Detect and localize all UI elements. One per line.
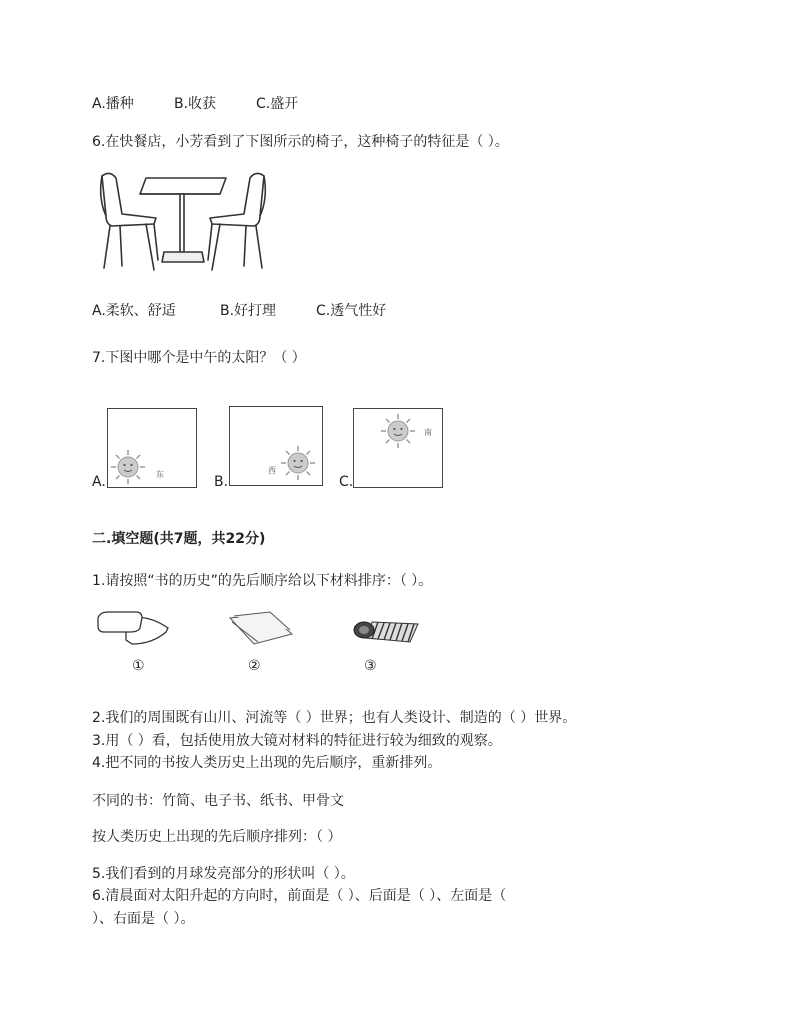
q5-option-a: A.播种 [92, 96, 134, 112]
sun-icon [380, 413, 416, 449]
q6-option-a: A.柔软、舒适 [92, 303, 176, 319]
q5-option-c: C.盛开 [256, 96, 299, 112]
fill-q2: 2.我们的周围既有山川、河流等（ ）世界；也有人类设计、制造的（ ）世界。 [92, 710, 577, 726]
sun-icon [280, 445, 316, 481]
q5-option-b: B.收获 [174, 96, 217, 112]
sun-diagram-b [229, 406, 323, 486]
q7-question: 7.下图中哪个是中午的太阳？（ ） [92, 350, 306, 366]
fill-q4: 4.把不同的书按人类历史上出现的先后顺序，重新排列。 [92, 755, 442, 771]
sun-diagram-c [353, 408, 443, 488]
paper-stack-icon [228, 612, 294, 646]
q7-option-c: C. [339, 474, 354, 490]
section-title: 二.填空题(共7题，共22分) [92, 531, 266, 547]
direction-label-east: 东 [156, 470, 164, 479]
q6-option-b: B.好打理 [220, 303, 277, 319]
fill-q6-line1: 6.清晨面对太阳升起的方向时，前面是（ ）、后面是（ ）、左面是（ [92, 888, 507, 904]
bamboo-scroll-icon [352, 616, 420, 644]
sun-diagram-a [107, 408, 197, 488]
q7-option-b: B. [214, 474, 229, 490]
clay-tablet-icon [96, 610, 172, 646]
fill-q4-order: 按人类历史上出现的先后顺序排列：（ ） [92, 829, 342, 845]
material-label-1: ① [132, 658, 145, 674]
material-label-2: ② [248, 658, 261, 674]
material-label-3: ③ [364, 658, 377, 674]
direction-label-south: 南 [424, 428, 432, 437]
fill-q1: 1.请按照“书的历史”的先后顺序给以下材料排序：（ ）。 [92, 573, 433, 589]
q7-option-a: A. [92, 474, 106, 490]
sun-icon [110, 449, 146, 485]
q6-option-c: C.透气性好 [316, 303, 387, 319]
direction-label-west: 西 [268, 466, 276, 475]
fill-q6-line2: ）、右面是（ ）。 [92, 911, 195, 927]
fill-q4-books: 不同的书：竹简、电子书、纸书、甲骨文 [92, 793, 344, 809]
fill-q3: 3.用（ ）看，包括使用放大镜对材料的特征进行较为细致的观察。 [92, 733, 502, 749]
fill-q5: 5.我们看到的月球发亮部分的形状叫（ ）。 [92, 866, 355, 882]
q6-question: 6.在快餐店，小芳看到了下图所示的椅子，这种椅子的特征是（ ）。 [92, 134, 509, 150]
table-chairs-illustration [98, 168, 268, 274]
